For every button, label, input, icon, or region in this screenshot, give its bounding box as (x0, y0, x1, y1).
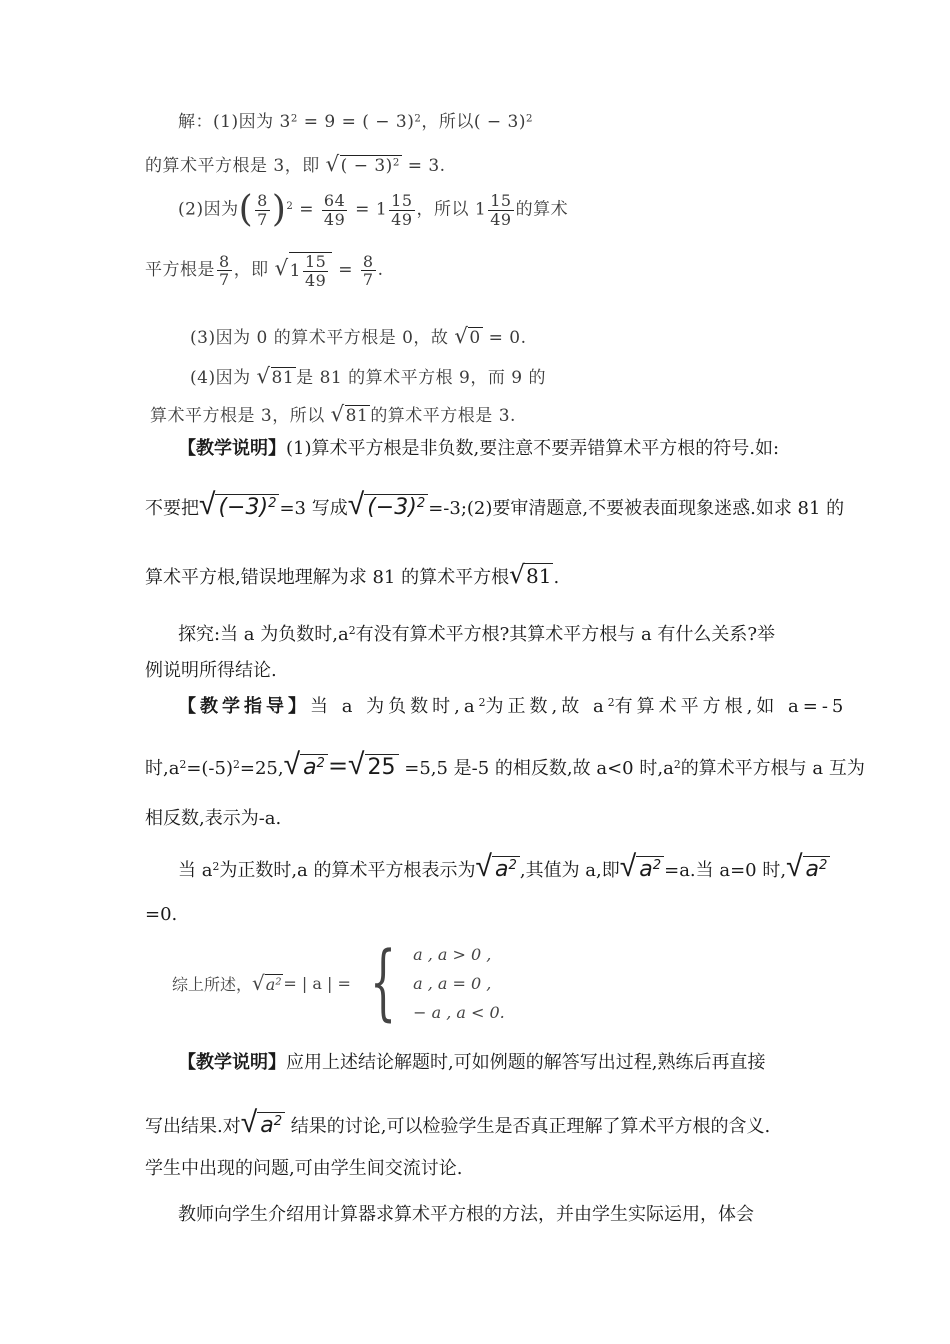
solution-2-line-1: (2)因为( $\frac{8}{7}$ )$^2$ = $\frac{64}{49}$ = 1 $\frac{15}{49}$ ，所以 1 $\frac{15}{49}$ 的算术 (178, 189, 569, 231)
fraction: $\frac{8}{7}$ (219, 251, 230, 290)
radical: √81 (256, 364, 295, 389)
teaching-note-1-line-3: 算术平方根,错误地理解为求 81 的算术平方根√81 . (145, 560, 560, 589)
teaching-guide-line-1: 【教学指导】当 a 为负数时$,a^2$为正数,故 $a^2$有算术平方根,如 a=-5 (178, 696, 848, 717)
explore-line-1: 探究:当 a 为负数时$,a^2$有没有算术平方根?其算术平方根与 a 有什么关系?举 (178, 624, 776, 645)
teaching-note-1-line-2: 不要把√ $(-3)^2 =3$ 写成√ $(-3)^2$ =-3;(2)要审清题意,不要被表面现象迷惑.如求 81 的 (145, 487, 845, 522)
teaching-guide-line-2: 时$,a^2=(-5)^2=25,√$ $a^2$ =√ 25 =5,5 是-5 的相反数,故 a<0 时$,a^2$的算术平方根与 a 互为 (145, 747, 865, 782)
case-zero: a , a = 0 , (413, 973, 492, 993)
radical: √ $(-3)^2$ (348, 490, 428, 520)
piecewise-cases (413, 945, 505, 1022)
fraction: $\frac{15}{49}$ (490, 191, 512, 229)
radical: √ $a^2$ (620, 852, 664, 882)
radical: √ 1 $\frac{15}{49}$ (275, 252, 333, 289)
radical: √ $(-3)^2$ (199, 490, 279, 520)
summary-piecewise: 综上所述， $√a^2$ = | a | = { a , a > 0 , a , a = 0 , − a , a < 0. (172, 935, 505, 1030)
solution-3-line: (3)因为 0 的算术平方根是 0，故 √0 = 0. (190, 324, 527, 349)
radical: √ $a^2$ (476, 852, 520, 882)
final-paragraph-line-1: 教师向学生介绍用计算器求算术平方根的方法，并由学生实际运用，体会 (178, 1204, 754, 1225)
fraction: $\frac{15}{49}$ (391, 191, 413, 229)
solution-1-line-2: 的算术平方根是 3，即 √( − 3)$^2$ = 3. (145, 152, 446, 177)
teaching-guide-line-3: 相反数,表示为-a. (145, 808, 282, 829)
radical: √ $a^2$ (241, 1108, 285, 1138)
solution-1-line-1: 解：(1)因为 $3^2 = 9$ = ( − 3)$^2$，所以( − 3)$^2$ (178, 112, 533, 132)
radical: $√a^2$ (252, 971, 282, 995)
teaching-note-2-line-1: 【教学说明】应用上述结论解题时,可如例题的解答写出过程,熟练后再直接 (178, 1052, 766, 1073)
positive-case-line-2: =0. (145, 904, 178, 925)
left-brace: { (369, 935, 397, 1030)
case-negative: − a , a < 0. (413, 1002, 505, 1022)
radical: √ 25 (348, 750, 398, 780)
radical: √( − 3)$^2$ (325, 152, 400, 177)
fraction: $\frac{8}{7}$ (257, 191, 268, 229)
teaching-note-2-line-3: 学生中出现的问题,可由学生间交流讨论. (145, 1158, 463, 1179)
teaching-note-2-line-2: 写出结果.对√ $a^2$ 结果的讨论,可以检验学生是否真正理解了算术平方根的含义. (145, 1105, 771, 1140)
radical: √81 (330, 402, 369, 427)
solution-2-line-2: 平方根是 $\frac{8}{7}$ ，即 √ 1 $\frac{15}{49}$ = $\frac{8}{7}$ . (145, 251, 384, 290)
fraction: $\frac{64}{49}$ (323, 191, 346, 229)
solution-4-line-2: 算术平方根是 3，所以 √81 的算术平方根是 3. (150, 402, 516, 427)
fraction: $\frac{8}{7}$ (362, 251, 374, 290)
teaching-note-1-line-1: 【教学说明】(1)算术平方根是非负数,要注意不要弄错算术平方根的符号.如: (178, 438, 780, 459)
explore-line-2: 例说明所得结论. (145, 660, 277, 681)
radical: √ $a^2$ (786, 852, 830, 882)
solution-4-line-1: (4)因为 √81 是 81 的算术平方根 9，而 9 的 (190, 364, 546, 389)
radical: √0 (454, 324, 481, 349)
radical: √ $a^2$ (284, 750, 328, 780)
case-positive: a , a > 0 , (413, 944, 492, 964)
positive-case-line-1: 当 $a^2$为正数时,a 的算术平方根表示为√ $a^2$ ,其值为 a,即√ $a^2 =a$.当 a=0 时,√ $a^2$ (178, 852, 830, 882)
radical: √81 (509, 560, 552, 589)
